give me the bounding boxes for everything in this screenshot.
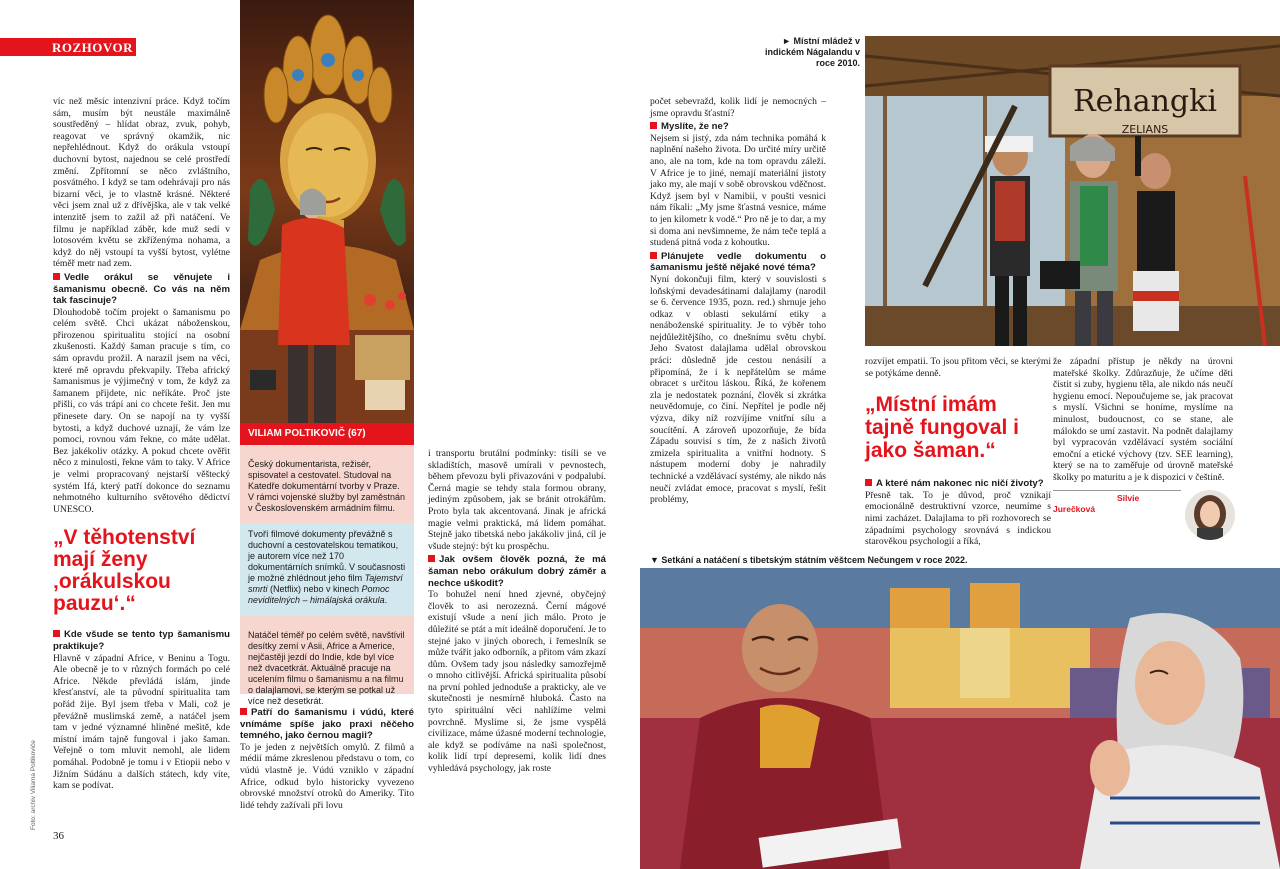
right-mid-text-1 (865, 356, 1051, 548)
nagaland-photo (865, 36, 1280, 346)
paragraph: Hlavně v západní Africe, v Beninu a Togu. Ale obecně je to v různých formách po celé Africe. Někde převládá islám, jinde křesťanství, ale ta původní spiritualita tam pořád žije. Byl jsem třeba v Mali, což je převážně muslimská země, a natáčel jsem tam v jedné významné hliněné mešitě, kde místní imám tajně fungoval i jako šaman. Veřejně o tom mluvit nemohl, ale lidem pomáhal. Podobně je tomu i v Etiopii nebo v Jižním Súdánu a dalších státech, kdy víte, kam se podívat. (53, 652, 230, 792)
page-number: 36 (53, 830, 64, 842)
question: Kde všude se tento typ šamanismu praktikuje? (53, 629, 230, 652)
author-avatar (1185, 490, 1235, 540)
left-column (53, 96, 230, 792)
paragraph: že západní přístup je někdy na úrovni mateřské školky. Zdůrazňuje, že učíme děti čistit si zuby, hygienu těla, ale nikdo nás neučí hygienu emocí. Nepoučujeme se, jak pracovat s myslí. Všichni se honíme, myslíme na minulost, budoucnost, co se stane, ale málokdo se umí zastavit. Na podnět dalajlamy byl vypracován vzdělávací systém sociální emoční a etické výchovy (tzv. SEE learning), který se na to zaměřuje od úrovně mateřské školky po maturitu a je k dispozici v češtině. (1053, 356, 1233, 483)
right-top-column (650, 96, 826, 506)
buddha-illustration (240, 0, 414, 423)
paragraph: Přesně tak. To je důvod, proč vznikají emocionálně destruktivní vzorce, neumíme s nimi zacházet. Dalajlama to při rozhovorech se západními psychology srovnává s indickou starověkou psychologií a říká, (865, 489, 1051, 548)
paragraph: Dlouhodobě točím projekt o šamanismu po celém světě. Chci ukázat náboženskou, přirozenou spiritualitu stojící na osobní zkušenosti. Každý šaman pracuje s tím, co sám opravdu prožil. A narazil jsem na věci, které mě opravdu překvapily. Třeba africký šamanismus je výjimečný v tom, že když za šamanem přijdete, nic neříkáte. Proč jste přišli, co vás trápí ani co chcete řešit. Jen mu přinesete dary. On se napojí na ty vyšší bytosti, a když duchové uznají, že vám lze pomoci, rovnou vám řekne, co máte udělat. Bez jakékoliv otázky. A pokud chcete ověřit něco z minulosti, řekne vám to taky. V Africe je velmi propracovaný nejstarší věštecký systém Ifá, který patří dokonce do seznamu nehmotného kulturního světového dědictví UNESCO. (53, 306, 230, 515)
bio-box-2: Tvoří filmové dokumenty převážně s duchovní a cestovatelskou tematikou, je autorem více než 170 dokumentárních snímků. V současnosti je možné zhlédnout jeho film Tajemství smrti (Netflix) nebo v kinech Pomoc neviditelných – himálajská orákula. (240, 523, 414, 616)
nagaland-illustration (865, 36, 1280, 346)
right-page (640, 0, 1280, 869)
photo-credit: Foto: archiv Viliama Poltikoviče (30, 740, 37, 830)
question: Myslíte, že ne? (650, 121, 826, 133)
paragraph: To bohužel není hned zjevné, obyčejný člověk to asi nerozezná. Černí mágové existují všude a není jich málo. Proto je důležité se ptát a mít ideálně doporučení. Je to stejné jako v jiných oborech, i řemeslník se může tvářit jako odborník, a přitom vám zkazí dům. Ovšem tady jsou následky samozřejmě o mnoho citlivější. Africká spiritualita působí na první pohled jednoduše a prakticky, ale ve skutečnosti je nesmírně hluboká. Často na tyto spirituální věci nahlížíme velmi povrchně. Myslíme si, že jsme vyspělá civilizace, máme úžasné moderní technologie, ale když se podíváme na naši společnost, kolik lidí trpí depresemi, kolik lidí dnes vyhledává psychology, jak roste (428, 589, 606, 775)
sign-text-2: ZELIANS (1121, 123, 1169, 136)
caption-tibet: ▼ Setkání a natáčení s tibetským státním věštcem Nečungem v roce 2022. (650, 555, 968, 565)
tibet-illustration (640, 568, 1280, 869)
question: A které nám nakonec nic ničí životy? (865, 478, 1051, 490)
third-column (428, 448, 606, 775)
sign-text: Rehangki (1073, 84, 1217, 119)
question: Vedle orákul se věnujete i šamanismu obecně. Co vás na něm tak fascinuje? (53, 271, 230, 307)
paragraph: víc než měsíc intenzivní práce. Když točím sám, musím být neustále maximálně soustředěný – hlídat obraz, zvuk, pohyb, reagovat ve správný okamžik, nic nepřehlédnout. Když do orákula vstoupí duchovní bytost, najednou se celé prostředí změní. Zpřítomní se něco zvláštního, posvátného. I když se tam odehrávají pro nás bizarní věci, je to vlastně krásné. Některé věci jsem znal už z dřívějška, ale v tak velké intenzitě jsem to zažil až při natáčení. Ve filmu je například záběr, kde muž sedí v lotosovém květu se zkříženýma nohama, a když do něj vstoupí ta vyšší bytost, vylétne téměř metr nad zem. (53, 96, 230, 270)
bio-box-3: Natáčel téměř po celém světě, navštívil desítky zemí v Asii, Africe a Americe, nejčastěji jezdí do Indie, kde byl více než dvacetkrát. Aktuálně pracuje na ucelením filmu o šamanismu a na filmu o dalajlamovi, se kterým se potkal už více než desetkrát. (240, 616, 414, 694)
bio-box-1: Český dokumentarista, režisér, spisovatel a cestovatel. Studoval na Katedře dokumentární tvorby v Praze. V rámci vojenské služby byl zaměstnán v Československém armádním filmu. (240, 445, 414, 523)
paragraph: i transportu brutální podmínky: tisíli se ve skladištích, masově umírali v pevnostech, během převozu byli přivazováni v podpalubí. Černá magie se tehdy stala formou obrany, jediným způsobem, jak se bránit otrokářům. Proto byla tak akcentovaná. Jinak je africká magie velmi praktická, má lidem pomáhat. Stejně jako tibetská nebo jakákoliv jiná, cíl je všude stejný: být ku prospěchu. (428, 448, 606, 552)
paragraph: Nyní dokončuji film, který v souvislosti s loňskými devadesátinami dalajlamy (narodil se 6. července 1935, pozn. red.) shrnuje jeho odkaz v oblasti sekulární etiky a nenáboženské spirituality. Je to výběr toho nejdůležitějšího, co dnešnímu světu chybí. Jeho Svatost dalajlama udělal obrovskou práci: důsledně jde cestou nenásilí a připomíná, že i k nepřátelům se máme obracet s určitou láskou. Říká, že kořenem zla je nedostatek poznání, člověk si zkrátka neuvědomuje, co činí. Nepřítel je podle něj výzva, díky níž rozvíjíme vnitřní sílu a soucítění. A zároveň upozorňuje, že bída Západu souvisí s tím, že z našich životů zmizela spiritualita a vnitřní hodnoty. S nástupem moderní doby je nahradily technické a vzdělávací systémy, ale nikdo nás neučí zvládat emoce, pracovat s myslí, řešit problémy, (650, 273, 826, 506)
pull-quote: „Místní imám tajně fungoval i jako šaman.“ (865, 393, 1020, 463)
question: Jak ovšem člověk pozná, že má šaman nebo orákulum dobrý záměr a nechce uškodit? (428, 554, 606, 589)
paragraph: počet sebevražd, kolik lidí je nemocných – jsme opravdu šťastní? (650, 96, 826, 119)
paragraph: Nejsem si jistý, zda nám technika pomáhá k naplnění našeho života. Do určité míry určitě ano, ale na tom, kde na tom opravdu záleží. V Africe je to jiné, nemají materiální jistoty jako my, ale mají v sobě obrovskou vděčnost. Když jsem byl v Namibii, v poušti vesnici nám říkali: „My jsme šťastná vesnice, máme to jen kilometr k vodě.“ Pro ně je to dar, a my si doma ani nevšimneme, že nám teče teplá a studená pitná voda z kohoutku. (650, 132, 826, 249)
middle-column (240, 705, 414, 811)
caption-nagaland: ► Místní mládež v indickém Nágalandu v roce 2010. (764, 36, 860, 68)
paragraph: rozvíjet empatii. To jsou přitom věci, se kterými se potýkáme denně. (865, 356, 1051, 379)
question: Patří do šamanismu i vúdú, které vnímáme spíše jako praxi něčeho temného, jako černou magii? (240, 707, 414, 742)
author-line: Silvie Jurečková (1053, 490, 1181, 516)
bio-header: VILIAM POLTIKOVIČ (67) (240, 423, 414, 445)
paragraph: To je jeden z největších omylů. Z filmů a médií máme zkreslenou představu o tom, co vúdú vlastně je. Vúdú vzniklo v západní Africe, odkud bylo historicky vyvezeno obrovské množství otroků do Ameriky. Tito lidé tehdy zažívali při lovu (240, 741, 414, 811)
section-tag: ROZHOVOR (0, 38, 136, 56)
pull-quote: „V těhotenství mají ženy ‚orákulskou pauzu‘.“ (53, 526, 196, 616)
buddha-photo (240, 0, 414, 423)
question: Plánujete vedle dokumentu o šamanismu ještě nějaké nové téma? (650, 250, 826, 274)
tibet-photo (640, 568, 1280, 869)
